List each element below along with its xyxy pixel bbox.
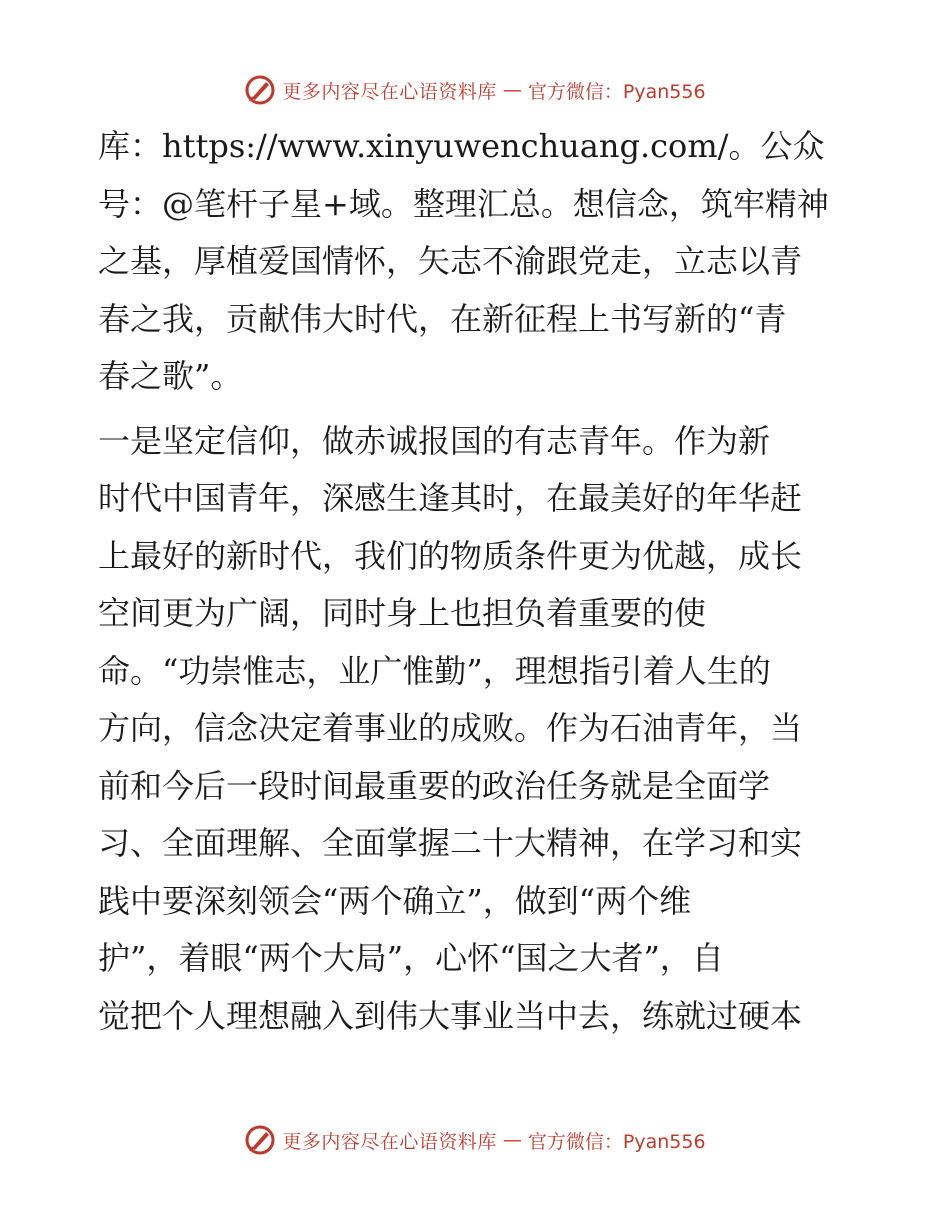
- banner-wechat-text: 官方微信：Pyan556: [527, 1130, 706, 1153]
- document-body: [98, 118, 858, 1045]
- text-line: 库：https://www.xinyuwenchuang.com/。公众: [98, 127, 825, 165]
- text-line: 前和今后一段时间最重要的政治任务就是全面学: [98, 766, 771, 805]
- text-line: 之基，厚植爱国情怀，矢志不渝跟党走，立志以青: [98, 242, 803, 280]
- text-line: 春之我，贡献伟大时代，在新征程上书写新的“青: [98, 299, 787, 338]
- header-watermark-banner: [0, 70, 950, 110]
- text-line: 习、全面理解、全面掌握二十大精神，在学习和实: [98, 824, 803, 862]
- text-line: 春之歌”。: [98, 357, 243, 395]
- text-line: 护”，着眼“两个大局”，心怀“国之大者”，自: [98, 939, 724, 977]
- banner-dash: —: [502, 79, 522, 101]
- text-line: 方向，信念决定着事业的成败。作为石油青年，当: [98, 709, 803, 747]
- text-line: 号：@笔杆子星+域。整理汇总。想信念，筑牢精神: [98, 184, 829, 223]
- banner-site-text: 更多内容尽在心语资料库: [282, 80, 497, 103]
- quill-circle-icon: [244, 1124, 276, 1156]
- banner-dash: —: [502, 1129, 522, 1151]
- text-line: 一是坚定信仰，做赤诚报国的有志青年。作为新: [98, 421, 771, 460]
- paragraph-gap: [98, 406, 858, 413]
- banner-wechat-text: 官方微信：Pyan556: [527, 80, 706, 103]
- banner-site-text: 更多内容尽在心语资料库: [282, 1130, 497, 1153]
- paragraph-1: [98, 118, 858, 406]
- text-line: 践中要深刻领会“两个确立”，做到“两个维: [98, 881, 692, 920]
- text-line: 觉把个人理想融入到伟大事业当中去，练就过硬本: [98, 996, 803, 1035]
- paragraph-2: [98, 413, 858, 1046]
- text-line: 命。“功崇惟志，业广惟勤”，理想指引着人生的: [98, 651, 771, 690]
- quill-circle-icon: [244, 74, 276, 106]
- text-line: 上最好的新时代，我们的物质条件更为优越，成长: [98, 536, 803, 575]
- footer-watermark-banner: [0, 1120, 950, 1160]
- text-line: 时代中国青年，深感生逢其时，在最美好的年华赶: [98, 479, 803, 517]
- text-line: 空间更为广阔，同时身上也担负着重要的使: [98, 594, 707, 632]
